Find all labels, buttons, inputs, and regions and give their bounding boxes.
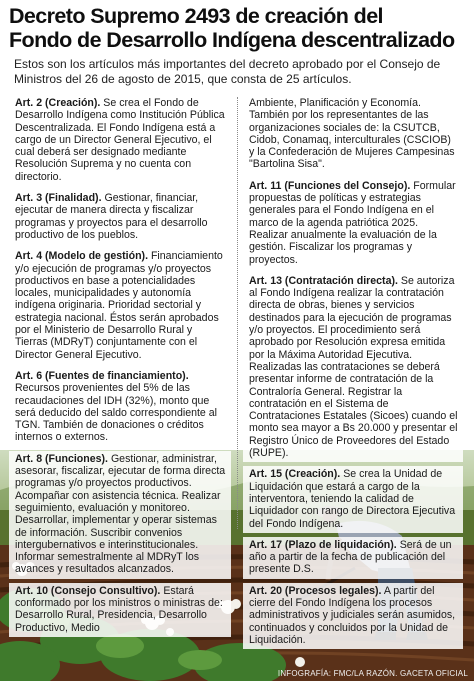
article-17 — [243, 537, 463, 579]
article-text: Se crea la Unidad de Liquidación que estará a cargo de la interventora, teniendo la calidad de Liquidador con rango de Directora Ejecutiva del Fondo Indígena. — [249, 468, 456, 530]
article-label: Art. 3 (Finalidad). — [15, 192, 102, 205]
article-text: Recursos provenientes del 5% de las recaudaciones del IDH (32%), monto que será deducido del saldo correspondiente al TGN. También de donaciones o créditos internos o externos. — [15, 382, 218, 444]
article-text: Gestionar, administrar, asesorar, fiscalizar, ejecutar de forma directa programas y/o proyectos productivos. Acompañar con asistencia técnica. Realizar seguimiento, evaluación y monitoreo. Desarrollar, implementar y operar sistemas de información. Suscribir convenios intergubernativos e interinstitucionales. Informar semestralmente al MDRyT los avances y resultados alcanzados. — [15, 452, 226, 576]
article-label: Art. 6 (Fuentes de financiamiento). — [15, 369, 189, 382]
article-label: Art. 20 (Procesos legales). — [249, 584, 382, 597]
article-text: Será de un año a partir de la fecha de publicación del presente D.S. — [249, 538, 452, 576]
article-text: Se autoriza al Fondo Indígena realizar la contratación directa de obras, bienes y servicios destinados para la ejecución de programas y/o proyectos. El procedimiento será aprobado por Resolución expresa emitida por la Máxima Autoridad Ejecutiva. Realizadas las contrataciones se deberá presentar informe de contratación de la Contraloría General. Registrar la contratación en el Sistema de Contrataciones Estatales (Sicoes) cuando el monto sea mayor a Bs 20.000 y presentar el Registro Único de Proveedores del Estado (RUPE). — [249, 274, 458, 460]
article-text: Formular propuestas de políticas y estrategias generales para el Fondo Indígena en el marco de la agenda patriótica 2025. Realizar anualmente la evaluación de la gestión. Fiscalizar los programas y proyectos. — [249, 179, 456, 266]
title-line-1: Decreto Supremo 2493 de creación del — [9, 4, 383, 28]
article-2 — [9, 95, 231, 186]
articles-left-column — [9, 95, 231, 641]
article-text: Financiamiento y/o ejecución de programas y/o proyectos productivos en base a potencialidades locales, municipalidades y autonomía indígena originaria. Prioridad sectorial y estrategia nacional. Éstos serán aprobados por el Ministerio de Desarrollo Rural y Tierras (MDRyT) conjuntamente con el Director General Ejecutivo. — [15, 250, 223, 361]
article-label: Art. 10 (Consejo Consultivo). — [15, 584, 161, 597]
article-8 — [9, 451, 231, 579]
article-10 — [9, 583, 231, 637]
article-text: Se crea el Fondo de Desarrollo Indígena como Institución Pública Descentralizada. El Fondo Indígena está a cargo de un Director General Ejecutivo, el cual deberá ser designado mediante Resolución Suprema y no cuenta con directorio. — [15, 97, 225, 183]
article-20 — [243, 583, 463, 649]
article-label: Art. 13 (Contratación directa). — [249, 274, 398, 287]
article-label: Art. 17 (Plazo de liquidación). — [249, 538, 397, 551]
article-text: Estará conformado por los ministros o ministras de: Desarrollo Rural, Presidencia, Desarrollo Productivo, Medio — [15, 584, 223, 634]
infographic-credit: INFOGRAFÍA: FMC/LA RAZÓN. GACETA OFICIAL — [277, 669, 468, 678]
article-text: A partir del cierre del Fondo Indígena los procesos administrativos y judiciales serán asumidos, continuados y concluidos por la Unidad de Liquidación. — [249, 584, 456, 646]
article-text: Ambiente, Planificación y Economía. También por los representantes de las organizaciones sociales de: la CSUTCB, Cidob, Conamaq, interculturales (CSCIOB) y la Confederación de Mujeres Campesinas "Bartolina Sisa". — [249, 97, 455, 171]
articles-right-column — [243, 95, 463, 653]
column-divider — [237, 97, 238, 529]
article-6 — [9, 368, 231, 447]
article-3 — [9, 190, 231, 244]
subtitle: Estos son los artículos más importantes del decreto aprobado por el Consejo de Ministros del 26 de agosto de 2015, que consta de 25 artículos. — [14, 57, 441, 86]
article-15 — [243, 466, 463, 532]
article-13 — [243, 273, 463, 462]
article-label: Art. 8 (Funciones). — [15, 452, 108, 465]
page-title — [9, 4, 469, 52]
article-11 — [243, 178, 463, 269]
article-label: Art. 4 (Modelo de gestión). — [15, 250, 149, 263]
article-4 — [9, 248, 231, 364]
article-label: Art. 11 (Funciones del Consejo). — [249, 179, 411, 192]
article-10-continued — [243, 95, 463, 174]
article-label: Art. 15 (Creación). — [249, 468, 341, 481]
article-label: Art. 2 (Creación). — [15, 97, 101, 109]
article-text: Gestionar, financiar, ejecutar de manera directa y fiscalizar programas y proyectos para el desarrollo productivo de los pueblos. — [15, 192, 208, 241]
title-line-2: Fondo de Desarrollo Indígena descentralizado — [9, 28, 455, 52]
